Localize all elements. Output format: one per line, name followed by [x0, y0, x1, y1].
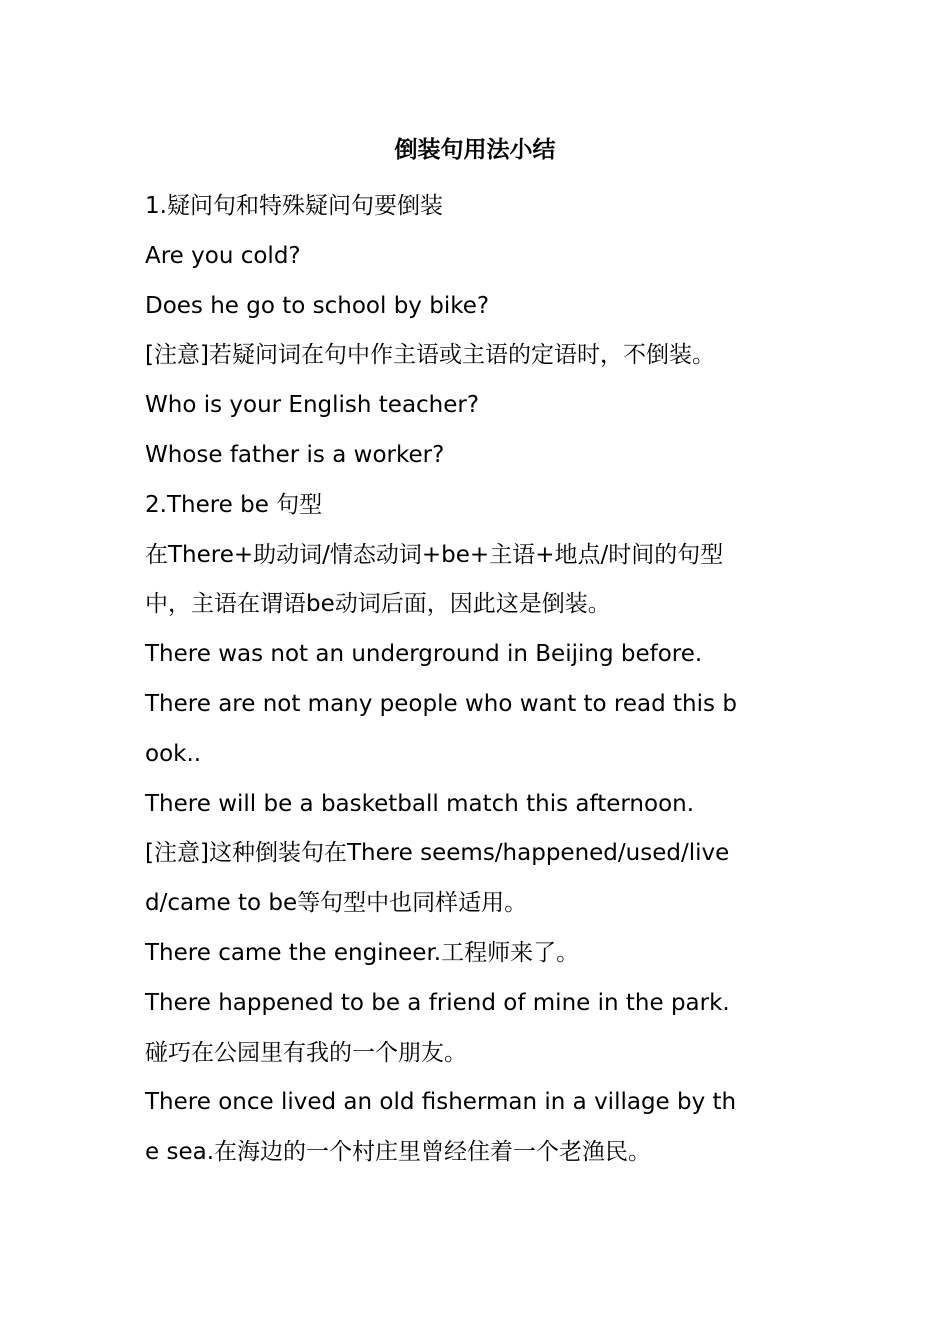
- body-line-8: 在There+助动词/情态动词+be+主语+地点/时间的句型: [145, 541, 724, 568]
- document-body: [145, 182, 815, 1178]
- body-line-1: 1.疑问句和特殊疑问句要倒装: [145, 193, 443, 219]
- body-line-12: ook..: [145, 740, 202, 767]
- body-line-16: There came the engineer.工程师来了。: [145, 939, 580, 966]
- body-line-9: 中，主语在谓语be动词后面，因此这是倒装。: [145, 591, 611, 618]
- body-line-18: 碰巧在公园里有我的一个朋友。: [145, 1039, 467, 1066]
- body-line-5: Who is your English teacher?: [145, 392, 480, 419]
- body-line-4: [注意]若疑问词在句中作主语或主语的定语时，不倒装。: [145, 342, 715, 369]
- body-line-6: Whose father is a worker?: [145, 441, 445, 468]
- body-line-13: There will be a basketball match this afternoon.: [145, 790, 695, 817]
- document-title: 倒装句用法小结: [394, 137, 556, 163]
- body-line-20: e sea.在海边的一个村庄里曾经住着一个老渔民。: [145, 1139, 651, 1166]
- body-line-15: d/came to be等句型中也同样适用。: [145, 890, 528, 917]
- body-line-19: There once lived an old fisherman in a village by th: [145, 1089, 737, 1116]
- body-line-14: [注意]这种倒装句在There seems/happened/used/live: [145, 840, 730, 867]
- body-line-3: Does he go to school by bike?: [145, 292, 490, 319]
- body-line-7: 2.There be 句型: [145, 491, 323, 518]
- body-line-11: There are not many people who want to read this b: [145, 690, 737, 717]
- body-line-17: There happened to be a friend of mine in the park.: [145, 989, 730, 1016]
- body-line-2: Are you cold?: [145, 242, 301, 269]
- body-line-10: There was not an underground in Beijing before.: [145, 641, 703, 668]
